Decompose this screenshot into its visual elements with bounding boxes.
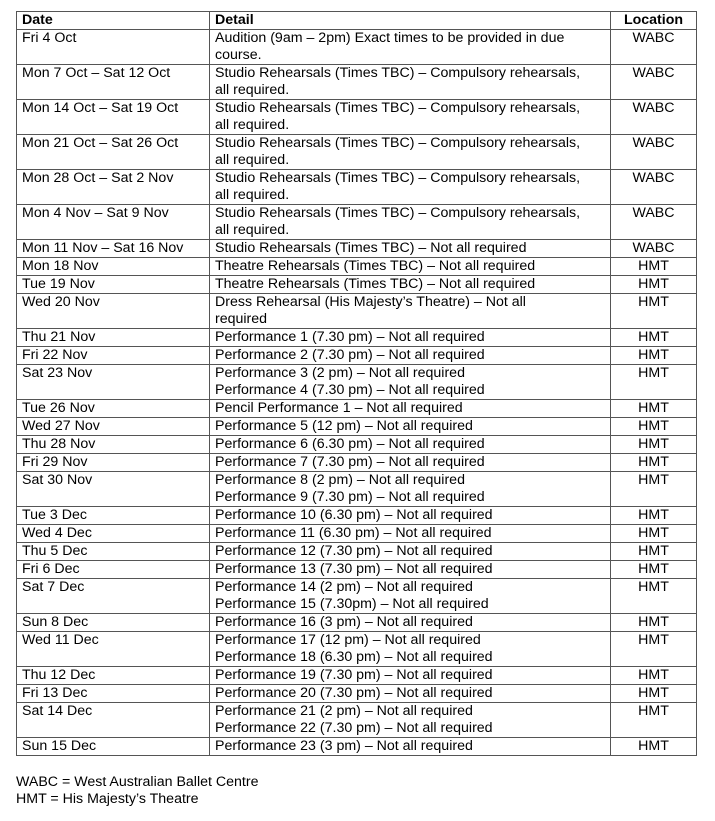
- header-detail: Detail: [210, 12, 611, 30]
- table-row: [17, 436, 697, 454]
- detail-line: required: [215, 311, 268, 327]
- cell-detail: [210, 667, 611, 685]
- detail-line: Studio Rehearsals (Times TBC) – Compulsory rehearsals,: [215, 100, 581, 116]
- cell-location: HMT: [611, 561, 697, 579]
- table-row: [17, 561, 697, 579]
- cell-location: HMT: [611, 685, 697, 703]
- table-row: [17, 65, 697, 100]
- cell-location: WABC: [611, 100, 697, 135]
- detail-line: all required.: [215, 117, 290, 133]
- cell-location: HMT: [611, 738, 697, 756]
- cell-location: HMT: [611, 400, 697, 418]
- cell-date: Fri 4 Oct: [17, 30, 210, 65]
- cell-detail: [210, 738, 611, 756]
- cell-detail: [210, 170, 611, 205]
- detail-line: Studio Rehearsals (Times TBC) – Compulsory rehearsals,: [215, 170, 581, 186]
- detail-line: Performance 1 (7.30 pm) – Not all required: [215, 329, 485, 345]
- legend: [16, 774, 715, 808]
- cell-date: Tue 19 Nov: [17, 276, 210, 294]
- cell-location: HMT: [611, 614, 697, 632]
- header-location: Location: [611, 12, 697, 30]
- cell-location: HMT: [611, 579, 697, 614]
- detail-line: Studio Rehearsals (Times TBC) – Compulsory rehearsals,: [215, 135, 581, 151]
- detail-line: all required.: [215, 152, 290, 168]
- table-row: [17, 240, 697, 258]
- cell-detail: [210, 561, 611, 579]
- detail-line: all required.: [215, 187, 290, 203]
- cell-date: Sat 30 Nov: [17, 472, 210, 507]
- cell-detail: [210, 543, 611, 561]
- detail-line: Performance 4 (7.30 pm) – Not all required: [215, 382, 485, 398]
- cell-date: Sat 23 Nov: [17, 365, 210, 400]
- cell-location: HMT: [611, 507, 697, 525]
- cell-date: Thu 12 Dec: [17, 667, 210, 685]
- table-row: [17, 329, 697, 347]
- table-header-row: [17, 12, 697, 30]
- cell-location: WABC: [611, 65, 697, 100]
- cell-detail: [210, 418, 611, 436]
- cell-detail: [210, 276, 611, 294]
- cell-date: Fri 22 Nov: [17, 347, 210, 365]
- cell-location: HMT: [611, 294, 697, 329]
- cell-date: Sat 7 Dec: [17, 579, 210, 614]
- cell-date: Mon 18 Nov: [17, 258, 210, 276]
- cell-detail: [210, 347, 611, 365]
- detail-line: Performance 16 (3 pm) – Not all required: [215, 614, 473, 630]
- cell-location: WABC: [611, 170, 697, 205]
- cell-detail: [210, 685, 611, 703]
- detail-line: Performance 7 (7.30 pm) – Not all required: [215, 454, 485, 470]
- cell-location: HMT: [611, 632, 697, 667]
- detail-line: Performance 23 (3 pm) – Not all required: [215, 738, 473, 754]
- cell-location: HMT: [611, 703, 697, 738]
- table-row: [17, 579, 697, 614]
- schedule-table: [16, 11, 697, 756]
- cell-date: Wed 27 Nov: [17, 418, 210, 436]
- cell-date: Fri 6 Dec: [17, 561, 210, 579]
- cell-date: Wed 11 Dec: [17, 632, 210, 667]
- detail-line: Performance 14 (2 pm) – Not all required: [215, 579, 473, 595]
- cell-date: Tue 3 Dec: [17, 507, 210, 525]
- table-row: [17, 614, 697, 632]
- detail-line: Performance 12 (7.30 pm) – Not all required: [215, 543, 493, 559]
- detail-line: Dress Rehearsal (His Majesty’s Theatre) – Not all: [215, 294, 526, 310]
- cell-detail: [210, 135, 611, 170]
- table-body: [17, 30, 697, 756]
- cell-date: Tue 26 Nov: [17, 400, 210, 418]
- detail-line: Performance 15 (7.30pm) – Not all required: [215, 596, 489, 612]
- cell-detail: [210, 258, 611, 276]
- cell-date: Sun 8 Dec: [17, 614, 210, 632]
- detail-line: Studio Rehearsals (Times TBC) – Not all required: [215, 240, 527, 256]
- table-row: [17, 205, 697, 240]
- detail-line: Performance 8 (2 pm) – Not all required: [215, 472, 465, 488]
- detail-line: all required.: [215, 222, 290, 238]
- table-row: [17, 418, 697, 436]
- detail-line: Performance 6 (6.30 pm) – Not all required: [215, 436, 485, 452]
- cell-location: HMT: [611, 418, 697, 436]
- table-row: [17, 170, 697, 205]
- table-row: [17, 738, 697, 756]
- cell-detail: [210, 294, 611, 329]
- cell-location: WABC: [611, 205, 697, 240]
- cell-date: Wed 4 Dec: [17, 525, 210, 543]
- cell-date: Thu 5 Dec: [17, 543, 210, 561]
- cell-location: HMT: [611, 276, 697, 294]
- cell-location: HMT: [611, 543, 697, 561]
- table-row: [17, 347, 697, 365]
- detail-line: Studio Rehearsals (Times TBC) – Compulsory rehearsals,: [215, 65, 581, 81]
- table-row: [17, 525, 697, 543]
- cell-location: HMT: [611, 525, 697, 543]
- legend-item: WABC = West Australian Ballet Centre: [16, 774, 259, 790]
- cell-detail: [210, 240, 611, 258]
- table-row: [17, 472, 697, 507]
- detail-line: Performance 20 (7.30 pm) – Not all required: [215, 685, 493, 701]
- table-row: [17, 30, 697, 65]
- table-row: [17, 100, 697, 135]
- detail-line: Performance 17 (12 pm) – Not all required: [215, 632, 481, 648]
- cell-detail: [210, 472, 611, 507]
- detail-line: Performance 3 (2 pm) – Not all required: [215, 365, 465, 381]
- detail-line: Studio Rehearsals (Times TBC) – Compulsory rehearsals,: [215, 205, 581, 221]
- detail-line: Theatre Rehearsals (Times TBC) – Not all required: [215, 258, 536, 274]
- header-date: Date: [17, 12, 210, 30]
- table-row: [17, 685, 697, 703]
- table-row: [17, 365, 697, 400]
- cell-location: HMT: [611, 329, 697, 347]
- cell-date: Mon 14 Oct – Sat 19 Oct: [17, 100, 210, 135]
- cell-date: Fri 13 Dec: [17, 685, 210, 703]
- cell-location: WABC: [611, 240, 697, 258]
- cell-detail: [210, 100, 611, 135]
- cell-detail: [210, 507, 611, 525]
- cell-date: Mon 4 Nov – Sat 9 Nov: [17, 205, 210, 240]
- cell-detail: [210, 365, 611, 400]
- table-row: [17, 294, 697, 329]
- cell-location: WABC: [611, 30, 697, 65]
- cell-location: HMT: [611, 472, 697, 507]
- cell-date: Sun 15 Dec: [17, 738, 210, 756]
- cell-location: WABC: [611, 135, 697, 170]
- table-row: [17, 507, 697, 525]
- detail-line: Performance 10 (6.30 pm) – Not all required: [215, 507, 493, 523]
- table-row: [17, 454, 697, 472]
- table-row: [17, 632, 697, 667]
- cell-detail: [210, 703, 611, 738]
- cell-location: HMT: [611, 436, 697, 454]
- cell-location: HMT: [611, 347, 697, 365]
- cell-detail: [210, 400, 611, 418]
- cell-date: Mon 21 Oct – Sat 26 Oct: [17, 135, 210, 170]
- cell-location: HMT: [611, 667, 697, 685]
- detail-line: Performance 11 (6.30 pm) – Not all required: [215, 525, 492, 541]
- cell-detail: [210, 454, 611, 472]
- table-row: [17, 703, 697, 738]
- cell-date: Wed 20 Nov: [17, 294, 210, 329]
- legend-item: HMT = His Majesty’s Theatre: [16, 791, 199, 807]
- cell-date: Mon 7 Oct – Sat 12 Oct: [17, 65, 210, 100]
- detail-line: Performance 19 (7.30 pm) – Not all required: [215, 667, 493, 683]
- detail-line: Theatre Rehearsals (Times TBC) – Not all required: [215, 276, 536, 292]
- cell-detail: [210, 65, 611, 100]
- cell-detail: [210, 205, 611, 240]
- cell-date: Mon 28 Oct – Sat 2 Nov: [17, 170, 210, 205]
- cell-location: HMT: [611, 258, 697, 276]
- cell-date: Sat 14 Dec: [17, 703, 210, 738]
- cell-detail: [210, 30, 611, 65]
- detail-line: all required.: [215, 82, 290, 98]
- cell-location: HMT: [611, 365, 697, 400]
- cell-detail: [210, 525, 611, 543]
- cell-detail: [210, 436, 611, 454]
- detail-line: Performance 9 (7.30 pm) – Not all required: [215, 489, 485, 505]
- detail-line: course.: [215, 47, 262, 63]
- table-row: [17, 276, 697, 294]
- detail-line: Performance 13 (7.30 pm) – Not all required: [215, 561, 493, 577]
- cell-detail: [210, 632, 611, 667]
- detail-line: Performance 5 (12 pm) – Not all required: [215, 418, 473, 434]
- detail-line: Performance 18 (6.30 pm) – Not all required: [215, 649, 493, 665]
- cell-location: HMT: [611, 454, 697, 472]
- cell-date: Mon 11 Nov – Sat 16 Nov: [17, 240, 210, 258]
- cell-date: Thu 28 Nov: [17, 436, 210, 454]
- detail-line: Performance 21 (2 pm) – Not all required: [215, 703, 473, 719]
- table-row: [17, 543, 697, 561]
- table-row: [17, 667, 697, 685]
- detail-line: Audition (9am – 2pm) Exact times to be provided in due: [215, 30, 565, 46]
- detail-line: Pencil Performance 1 – Not all required: [215, 400, 463, 416]
- cell-detail: [210, 329, 611, 347]
- table-row: [17, 400, 697, 418]
- table-row: [17, 258, 697, 276]
- cell-date: Thu 21 Nov: [17, 329, 210, 347]
- cell-detail: [210, 614, 611, 632]
- table-row: [17, 135, 697, 170]
- cell-date: Fri 29 Nov: [17, 454, 210, 472]
- detail-line: Performance 2 (7.30 pm) – Not all required: [215, 347, 485, 363]
- detail-line: Performance 22 (7.30 pm) – Not all required: [215, 720, 493, 736]
- cell-detail: [210, 579, 611, 614]
